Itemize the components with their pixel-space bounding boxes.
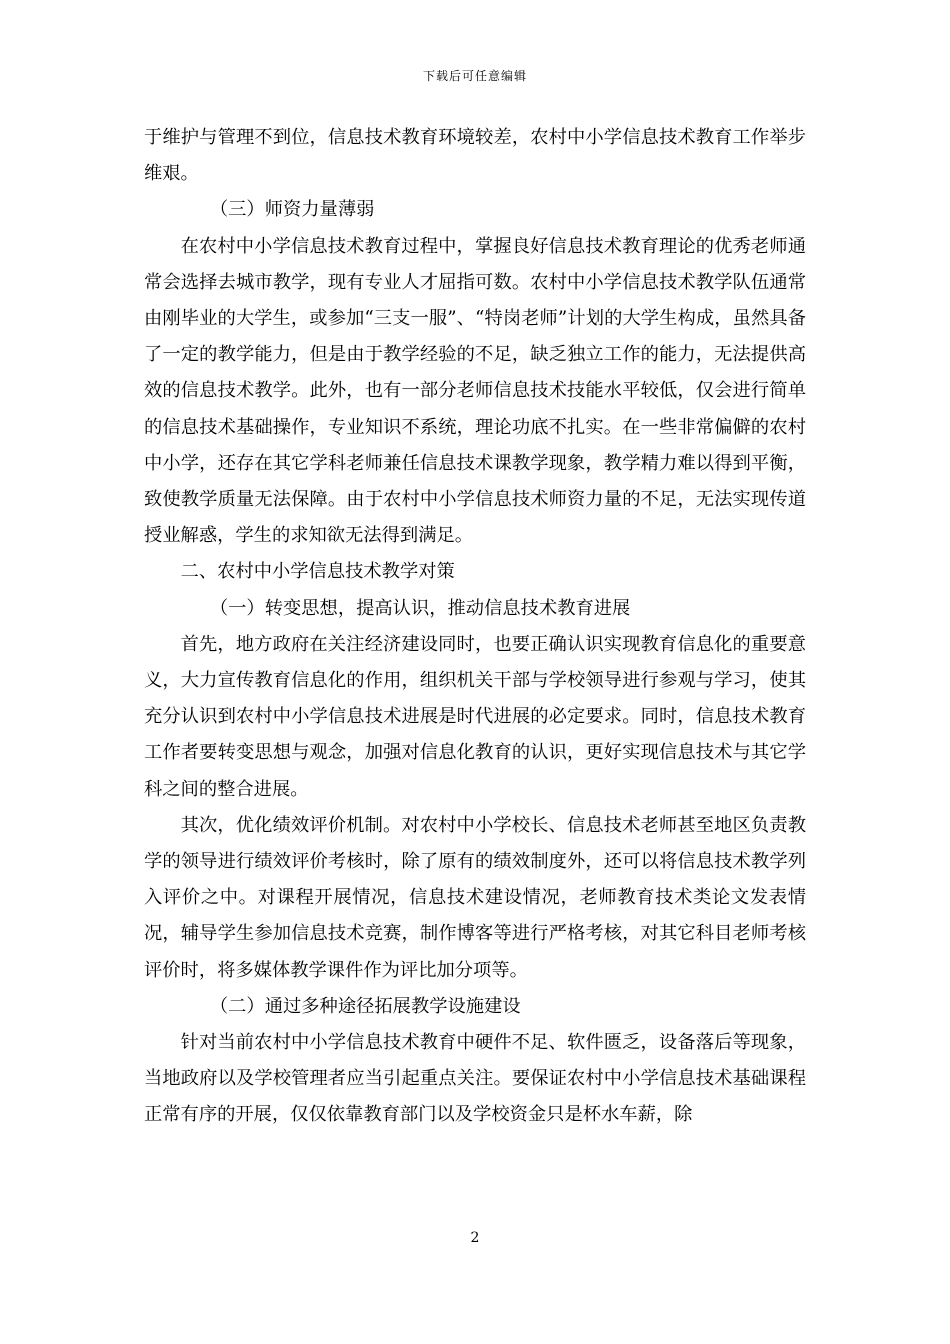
paragraph-teacher-strength: 在农村中小学信息技术教育过程中，掌握良好信息技术教育理论的优秀老师通常会选择去城市教学，现有专业人才屈指可数。农村中小学信息技术教学队伍通常由刚毕业的大学生，或参加“三支一服”、“特岗老师”计划的大学生构成，虽然具备了一定的教学能力，但是由于教学经验的不足，缺乏独立工作的能力，无法提供高效的信息技术教学。此外，也有一部分老师信息技术技能水平较低，仅会进行简单的信息技术基础操作，专业知识不系统，理论功底不扎实。在一些非常偏僻的农村中小学，还存在其它学科老师兼任信息技术课教学现象，教学精力难以得到平衡，致使教学质量无法保障。由于农村中小学信息技术师资力量的不足，无法实现传道授业解惑，学生的求知欲无法得到满足。 [144,235,806,547]
paragraph-continuation: 于维护与管理不到位，信息技术教育环境较差，农村中小学信息技术教育工作举步维艰。 [144,127,806,185]
paragraph-first: 首先，地方政府在关注经济建设同时，也要正确认识实现教育信息化的重要意义，大力宣传教育信息化的作用，组织机关干部与学校领导进行参观与学习，使其充分认识到农村中小学信息技术进展是时代进展的必定要求。同时，信息技术教育工作者要转变思想与观念，加强对信息化教育的认识，更好实现信息技术与其它学科之间的整合进展。 [144,633,806,800]
page-number: 2 [470,1230,480,1246]
section-heading-countermeasures: 二、农村中小学信息技术教学对策 [180,561,455,583]
page-header: 下载后可任意编辑 [422,69,527,83]
paragraph-second: 其次，优化绩效评价机制。对农村中小学校长、信息技术老师甚至地区负责教学的领导进行绩效评价考核时，除了原有的绩效制度外，还可以将信息技术教学列入评价之中。对课程开展情况，信息技术建设情况，老师教育技术类论文发表情况，辅导学生参加信息技术竞赛，制作博客等进行严格考核，对其它科目老师考核评价时，将多媒体教学课件作为评比加分项等。 [144,814,806,981]
subsection-heading-change-thinking: （一）转变思想，提高认识，推动信息技术教育进展 [209,597,631,619]
section-heading-teacher-strength: （三）师资力量薄弱 [209,199,375,221]
paragraph-facilities: 针对当前农村中小学信息技术教育中硬件不足、软件匮乏，设备落后等现象，当地政府以及学校管理者应当引起重点关注。要保证农村中小学信息技术基础课程正常有序的开展，仅仅依靠教育部门以及学校资金只是杯水车薪，除 [144,1032,806,1126]
subsection-heading-facilities: （二）通过多种途径拓展教学设施建设 [209,995,521,1017]
document-body [144,120,806,1134]
